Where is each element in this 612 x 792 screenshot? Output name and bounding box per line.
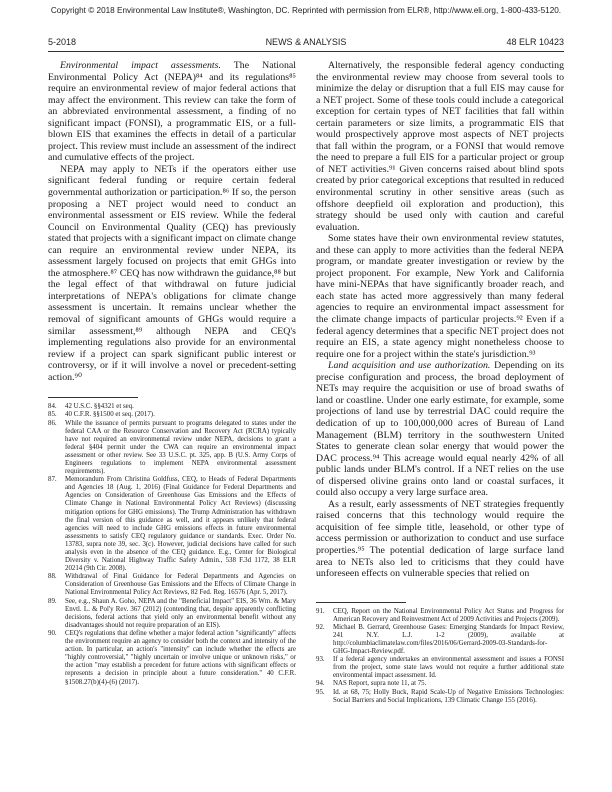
footnote: 87. Memorandum From Christina Goldfuss, CEQ, to Heads of Federal Departments and Agencies 18 (Aug. 1, 2016) (Final Guidance for Federal Departments and Agencies on Consideration of Greenhouse Gas Emissions and the Effects of Climate Change in National Environmental Policy Act Reviews) (discussing mitigation options for GHG emissions). The Trump Administration has withdrawn the final version of this guidance as well, and it appears unlikely that federal agencies will need to include GHG emissions effects in future environmental assessments to satisfy CEQ regulatory guidance or standards. Exec. Order No. 13783, supra note 39, sec. 3(c). However, judicial decisions have called for such analysis even in the absence of the CEQ guidance. E.g., Center for Biological Diversity v. National Highway Traffic Safety Admin., 538 F.3d 1172, 38 ELR 20214 (9th Cir. 2008). (48, 476, 296, 573)
right-column (316, 60, 564, 705)
left-body (48, 60, 296, 383)
page-citation: 48 ELR 10423 (506, 37, 564, 47)
footnote: 85. 40 C.F.R. §§1500 et seq. (2017). (48, 411, 155, 419)
footnote: 90. CEQ's regulations that define whether a major federal action "significantly" affects the environment require an agency to consider both the context and intensity of the action. In particular, an action's "intensity" can include whether the effects are "highly controversial," "highly uncertain or involve unique or unknown risks," or the action "may establish a precedent for future actions with significant effects or represents a decision in principle about a future consideration." 40 C.F.R. §1508.27(b)(4)-(6) (2017). (48, 629, 296, 686)
paragraph-text: NEPA may apply to NETs if the operators either use significant federal funding or require certain federal governmental authorization or participation.⁸⁶ If so, the person proposing a NET project would need to conduct an environmental assessment or EIS review. While the federal Council on Environmental Quality (CEQ) has previously stated that projects with a significant impact on climate change can require an environmental review under NEPA, its assessment largely focused on projects that emit GHGs into the atmosphere.⁸⁷ CEQ has now withdrawn the guidance,⁸⁸ but the legal effect of that withdrawal on future judicial interpretations of NEPA's obligations for climate change assessment is uncertain. It remains unclear whether the removal of significant amounts of GHGs would require a similar assessment,⁸⁹ although NEPA and CEQ's implementing regulations also provide for an environmental review if a project can spark significant public interest or controversy, or if it will involve a novel or precedent-setting action.⁹⁰ (48, 163, 296, 383)
footnote: 95. Id. at 68, 75; Holly Buck, Rapid Scale-Up of Negative Emissions Technologies: Social Barriers and Social Implications, 139 Climatic Change 155 (2016). (316, 688, 564, 704)
left-footnotes (48, 403, 296, 686)
paragraph (316, 60, 564, 233)
footnote: 88. Withdrawal of Final Guidance for Federal Departments and Agencies on Consideration of Greenhouse Gas Emissions and the Effects of Climate Change in National Environmental Policy Act Reviews, 82 Fed. Reg. 16576 (Apr. 5, 2017). (48, 573, 296, 597)
issue-date: 5-2018 (48, 37, 77, 47)
paragraph (48, 164, 296, 383)
footnote-rule (316, 602, 406, 603)
header-rule (48, 51, 564, 52)
footnote: 94. NAS Report, supra note 11, at 75. (316, 680, 427, 688)
paragraph-text: As a result, early assessments of NET strategies frequently raised concerns that this technology would require the acquisition of fee simple title, leasehold, or other type of access permission or authorization to conduct and use surface properties.⁹⁵ The potential dedication of large surface land area to NETs also led to criticisms that they could have unforeseen effects on vulnerable species that relied on (316, 498, 564, 580)
paragraph (316, 360, 564, 499)
running-header (48, 37, 564, 51)
paragraph (316, 233, 564, 360)
footnote: 86. While the issuance of permits pursuant to programs delegated to states under the federal CAA or the Resource Conservation and Recovery Act (RCRA) typically have not required an environmental review under NEPA, decisions to grant a federal §404 permit under the CWA can require an environmental impact assessment or other review. See 33 U.S.C. pt. 325, app. B (U.S. Army Corps of Engineers regulations to implement NEPA environmental assessment requirements). (48, 419, 296, 476)
section-heading: Environmental impact assessments. (60, 60, 221, 71)
section-heading: Land acquisition and use authorization. (328, 360, 491, 372)
paragraph (316, 499, 564, 580)
paragraph-text: Some states have their own environmental review statutes, and these can apply to more activities than the federal NEPA program, or mandate greater investigation or review by the project proponent. For example, New York and California have mini-NEPAs that have significantly broader reach, and each state has acted more aggressively than many federal agencies to require an environmental impact assessment for the climate change impacts of particular projects.⁹² Even if a federal agency determines that a specific NET project does not require an EIS, a state agency might nonetheless choose to require one for a project within the state's jurisdiction.⁹³ (316, 233, 564, 360)
footnote: 92. Michael B. Gerrard, Greenhouse Gases: Emerging Standards for Impact Review, 241 N.Y. L.J. 1-2 (2009), available at http://columbiaclimatelaw.com/files/2016/06/Gerrard-2009-03-Standards-for-GHG-Impact-Review.pdf. (316, 623, 564, 656)
paragraph-text: The National Environmental Policy Act (NEPA)⁸⁴ and its regulations⁸⁵ require an environmental review of major federal actions that may affect the environment. This review can take the form of an abbreviated environmental assessment, a finding of no significant impact (FONSI), a programmatic EIS, or a full-blown EIS that examines the effects in detail of a particular project. This review must include an assessment of the indirect and cumulative effects of the project. (48, 60, 296, 164)
journal-section: NEWS & ANALYSIS (265, 37, 347, 47)
paragraph (48, 60, 296, 164)
footnote: 89. See, e.g., Shaun A. Goho, NEPA and the "Beneficial Impact" EIS, 36 Wm. & Mary Envtl. L. & Pol'y Rev. 367 (2012) (contending that, despite apparently conflicting decisions, federal actions that yield only an environmental benefit without any disadvantages should not require preparation of an EIS). (48, 597, 296, 629)
paragraph-text: Depending on its precise configuration and process, the broad deployment of NETs may require the acquisition or use of broad swaths of land or coastline. Under one early estimate, for example, some projections of land use by terrestrial DAC could require the dedication of up to 100,000,000 acres of Bureau of Land Management (BLM) territory in the southwestern United States to generate clean solar energy that would power the DAC process.⁹⁴ This acreage would equal nearly 42% of all public lands under BLM's control. If a NET relies on the use of dispersed olivine grains onto land or coastal surfaces, it could also occupy a very large surface area. (316, 360, 564, 499)
copyright-notice: Copyright © 2018 Environmental Law Institute®, Washington, DC. Reprinted with permission from ELR®, http://www.eli.org, 1-800-433-5120. (50, 6, 562, 15)
paragraph-text: Alternatively, the responsible federal agency conducting the environmental review may choose from several tools to minimize the delay or disruption that a full EIS may cause for a NET project. Some of these tools could include a categorical exception for certain types of NET facilities that fall within certain parameters or size limits, a programmatic EIS that would prospectively approve most aspects of NET projects that fall within the program, or a FONSI that would remove the need to prepare a full EIS for a particular project or group of NET activities.⁹¹ Given concerns raised about blind spots created by prior categorical exceptions that resulted in reduced environmental scrutiny in other sensitive areas (such as offshore deepfield oil exploration and production), this strategy should be used only with caution and careful evaluation. (316, 60, 564, 233)
footnote: 91. CEQ, Report on the National Environmental Policy Act Status and Progress for American Recovery and Reinvestment Act of 2009 Activities and Projects (2009). (316, 607, 564, 623)
right-footnotes (316, 608, 564, 705)
left-column (48, 60, 296, 687)
footnote: 84. 42 U.S.C. §§4321 et seq. (48, 403, 134, 411)
footnote: 93. If a federal agency undertakes an environmental assessment and issues a FONSI from the project, some state laws would not require a further additional state environmental impact assessment. Id. (316, 656, 564, 680)
footnote-rule (48, 397, 138, 398)
right-body (316, 60, 564, 580)
